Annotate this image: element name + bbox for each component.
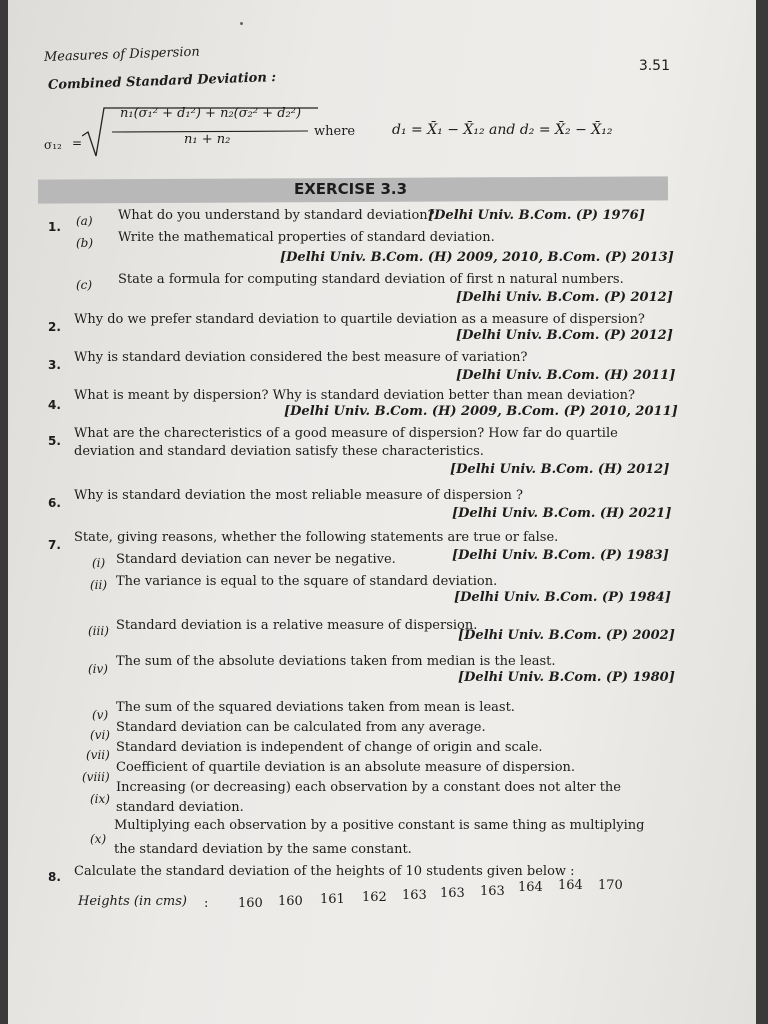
height-value: 160 (238, 896, 263, 911)
sub-label: (ii) (90, 578, 108, 592)
sub-label: (vii) (86, 748, 110, 762)
question-reference: [Delhi Univ. B.Com. (P) 2002] (458, 628, 675, 643)
question-number: 6. (48, 496, 61, 510)
question-text: State a formula for computing standard deviation of first n natural numbers. (118, 272, 624, 287)
question-reference: [Delhi Univ. B.Com. (P) 1976] (428, 208, 645, 223)
statement-text: standard deviation. (116, 800, 244, 815)
exercise-title: EXERCISE 3.3 (294, 180, 408, 198)
question-reference: [Delhi Univ. B.Com. (H) 2012] (450, 462, 670, 477)
ink-dot (240, 22, 243, 25)
question-reference: [Delhi Univ. B.Com. (P) 2012] (456, 290, 673, 305)
height-value: 163 (402, 888, 427, 903)
height-value: 164 (518, 880, 543, 895)
statement-text: The sum of the absolute deviations taken from median is the least. (116, 654, 556, 669)
statement-text: Standard deviation is a relative measure of dispersion. (116, 618, 478, 633)
question-reference: [Delhi Univ. B.Com. (H) 2021] (452, 506, 672, 521)
question-text: deviation and standard deviation satisfy these characteristics. (74, 444, 484, 459)
question-reference: [Delhi Univ. B.Com. (P) 1984] (454, 590, 671, 605)
height-value: 163 (440, 886, 465, 901)
sub-label: (x) (90, 832, 107, 846)
question-text: Calculate the standard deviation of the heights of 10 students given below : (74, 864, 575, 879)
sub-label: (v) (92, 708, 109, 722)
page-number: 3.51 (638, 58, 670, 74)
question-text: What are the charecteristics of a good measure of dispersion? How far do quartile (74, 426, 618, 441)
height-value: 164 (558, 878, 583, 893)
sub-label: (vi) (90, 728, 110, 742)
question-number: 8. (48, 870, 61, 884)
question-reference: [Delhi Univ. B.Com. (P) 1983] (452, 548, 669, 563)
statement-text: The sum of the squared deviations taken from mean is least. (116, 700, 515, 715)
question-number: 7. (48, 538, 61, 552)
question-reference: [Delhi Univ. B.Com. (P) 1980] (458, 670, 675, 685)
question-number: 1. (48, 220, 61, 234)
question-number: 2. (48, 320, 61, 334)
formula-symbol: σ₁₂ (44, 138, 62, 152)
statement-text: Standard deviation can be calculated from any average. (116, 720, 486, 735)
heights-colon: : (204, 896, 209, 911)
heights-label: Heights (in cms) (78, 894, 187, 909)
height-value: 170 (598, 878, 623, 893)
question-number: 5. (48, 434, 61, 448)
statement-text: Coefficient of quartile deviation is an absolute measure of dispersion. (116, 760, 576, 775)
question-reference: [Delhi Univ. B.Com. (H) 2009, B.Com. (P) 2010, 2011] (284, 404, 678, 419)
question-reference: [Delhi Univ. B.Com. (H) 2011] (456, 368, 676, 383)
question-text: Write the mathematical properties of standard deviation. (118, 230, 495, 245)
formula-numerator: n₁(σ₁² + d₁²) + n₂(σ₂² + d₂²) (120, 106, 302, 121)
combined-sd-formula (38, 100, 738, 160)
sub-label: (b) (76, 236, 94, 250)
statement-text: Increasing (or decreasing) each observation by a constant does not alter the (116, 780, 621, 795)
statement-text: Standard deviation can never be negative. (116, 552, 396, 567)
formula-denominator: n₁ + n₂ (184, 132, 231, 147)
question-number: 4. (48, 398, 61, 412)
formula-equals: = (72, 136, 83, 150)
statement-text: Standard deviation is independent of change of origin and scale. (116, 740, 543, 755)
question-text: What do you understand by standard deviation? (118, 208, 435, 223)
formula-where: where (314, 124, 356, 139)
sub-label: (c) (76, 278, 93, 292)
question-text: What is meant by dispersion? Why is standard deviation better than mean deviation? (74, 388, 635, 403)
question-text: State, giving reasons, whether the following statements are true or false. (74, 530, 559, 545)
question-reference: [Delhi Univ. B.Com. (H) 2009, 2010, B.Com. (P) 2013] (280, 250, 674, 265)
statement-text: Multiplying each observation by a positive constant is same thing as multiplying (114, 818, 645, 833)
question-number: 3. (48, 358, 61, 372)
sub-label: (i) (92, 556, 106, 570)
chapter-header: Measures of Dispersion (43, 44, 200, 65)
height-value: 163 (480, 884, 505, 899)
formula-definitions: d₁ = X̄₁ − X̄₁₂ and d₂ = X̄₂ − X̄₁₂ (392, 122, 613, 138)
statement-text: The variance is equal to the square of standard deviation. (116, 574, 498, 589)
sub-label: (ix) (90, 792, 110, 806)
height-value: 162 (362, 890, 387, 905)
sub-label: (a) (76, 214, 93, 228)
height-value: 160 (278, 894, 303, 909)
question-text: Why is standard deviation the most reliable measure of dispersion ? (74, 488, 523, 503)
question-text: Why is standard deviation considered the best measure of variation? (74, 350, 528, 365)
question-reference: [Delhi Univ. B.Com. (P) 2012] (456, 328, 673, 343)
sub-label: (viii) (82, 770, 110, 784)
textbook-page (8, 0, 756, 1024)
height-value: 161 (320, 892, 345, 907)
question-text: Why do we prefer standard deviation to quartile deviation as a measure of dispersion? (74, 312, 645, 327)
sub-label: (iv) (88, 662, 108, 676)
section-title: Combined Standard Deviation : (47, 70, 277, 93)
sub-label: (iii) (88, 624, 109, 638)
statement-text: the standard deviation by the same constant. (114, 842, 412, 857)
